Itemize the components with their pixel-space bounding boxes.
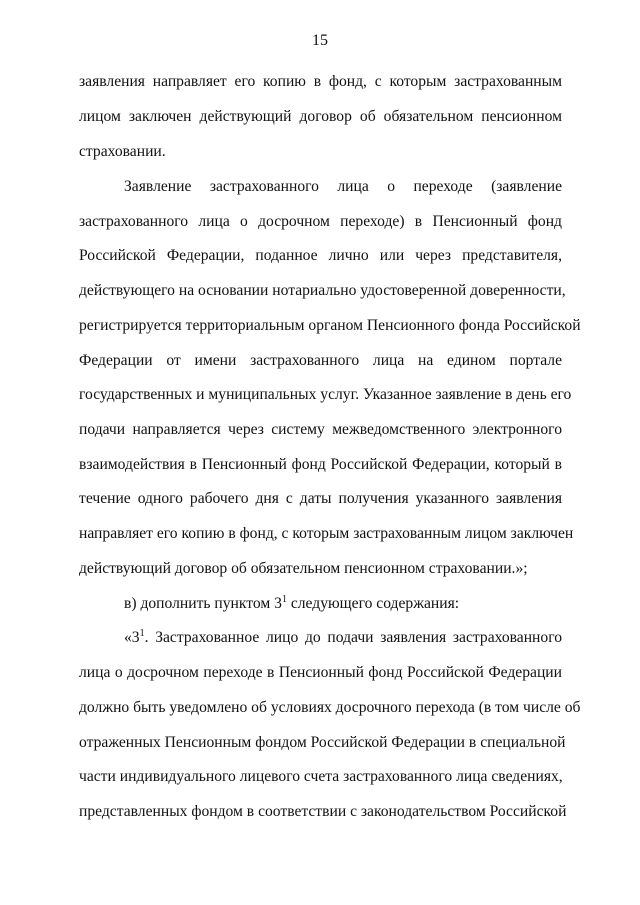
text-line: части индивидуального лицевого счета застрахованного лица сведениях,	[79, 768, 563, 785]
text-line: направляет его копию в фонд, с которым застрахованным лицом заключен	[79, 525, 574, 542]
line-text: «3	[124, 629, 140, 646]
superscript: 1	[139, 628, 145, 639]
text-line: государственных и муниципальных услуг. Указанное заявление в день его	[79, 386, 572, 403]
text-line: должно быть уведомлено об условиях досрочного перехода (в том числе об	[79, 699, 581, 716]
text-line: заявления направляет его копию в фонд, с которым застрахованным	[79, 73, 562, 90]
page-number: 15	[312, 32, 328, 49]
text-line: Заявление застрахованного лица о переходе (заявление	[124, 178, 562, 195]
text-line: лицом заключен действующий договор об обязательном пенсионном	[79, 108, 562, 125]
text-line: Российской Федерации, поданное лично или через представителя,	[79, 247, 562, 264]
text-line: представленных фондом в соответствии с законодательством Российской	[79, 803, 567, 820]
text-line: течение одного рабочего дня с даты получения указанного заявления	[79, 490, 562, 507]
line-text: следующего содержания:	[286, 595, 460, 612]
text-line: действующего на основании нотариально удостоверенной доверенности,	[79, 282, 566, 299]
text-line: регистрируется территориальным органом Пенсионного фонда Российской	[79, 317, 581, 334]
text-line: взаимодействия в Пенсионный фонд Российской Федерации, который в	[79, 456, 562, 473]
line-text: в) дополнить пунктом 3	[124, 595, 282, 612]
text-line-amendment	[124, 594, 562, 614]
text-line: действующий договор об обязательном пенсионном страховании.»;	[79, 560, 528, 577]
text-line: страховании.	[79, 143, 166, 160]
superscript: 1	[281, 594, 287, 605]
text-line: Федерации от имени застрахованного лица на едином портале	[79, 352, 562, 369]
text-line: подачи направляется через систему межведомственного электронного	[79, 421, 562, 438]
text-line: отраженных Пенсионным фондом Российской Федерации в специальной	[79, 734, 566, 751]
text-line: застрахованного лица о досрочном переходе) в Пенсионный фонд	[79, 213, 562, 230]
text-line: лица о досрочном переходе в Пенсионный фонд Российской Федерации	[79, 664, 562, 681]
text-line-clause	[124, 628, 562, 648]
line-text: . Застрахованное лицо до подачи заявления застрахованного	[144, 629, 562, 646]
